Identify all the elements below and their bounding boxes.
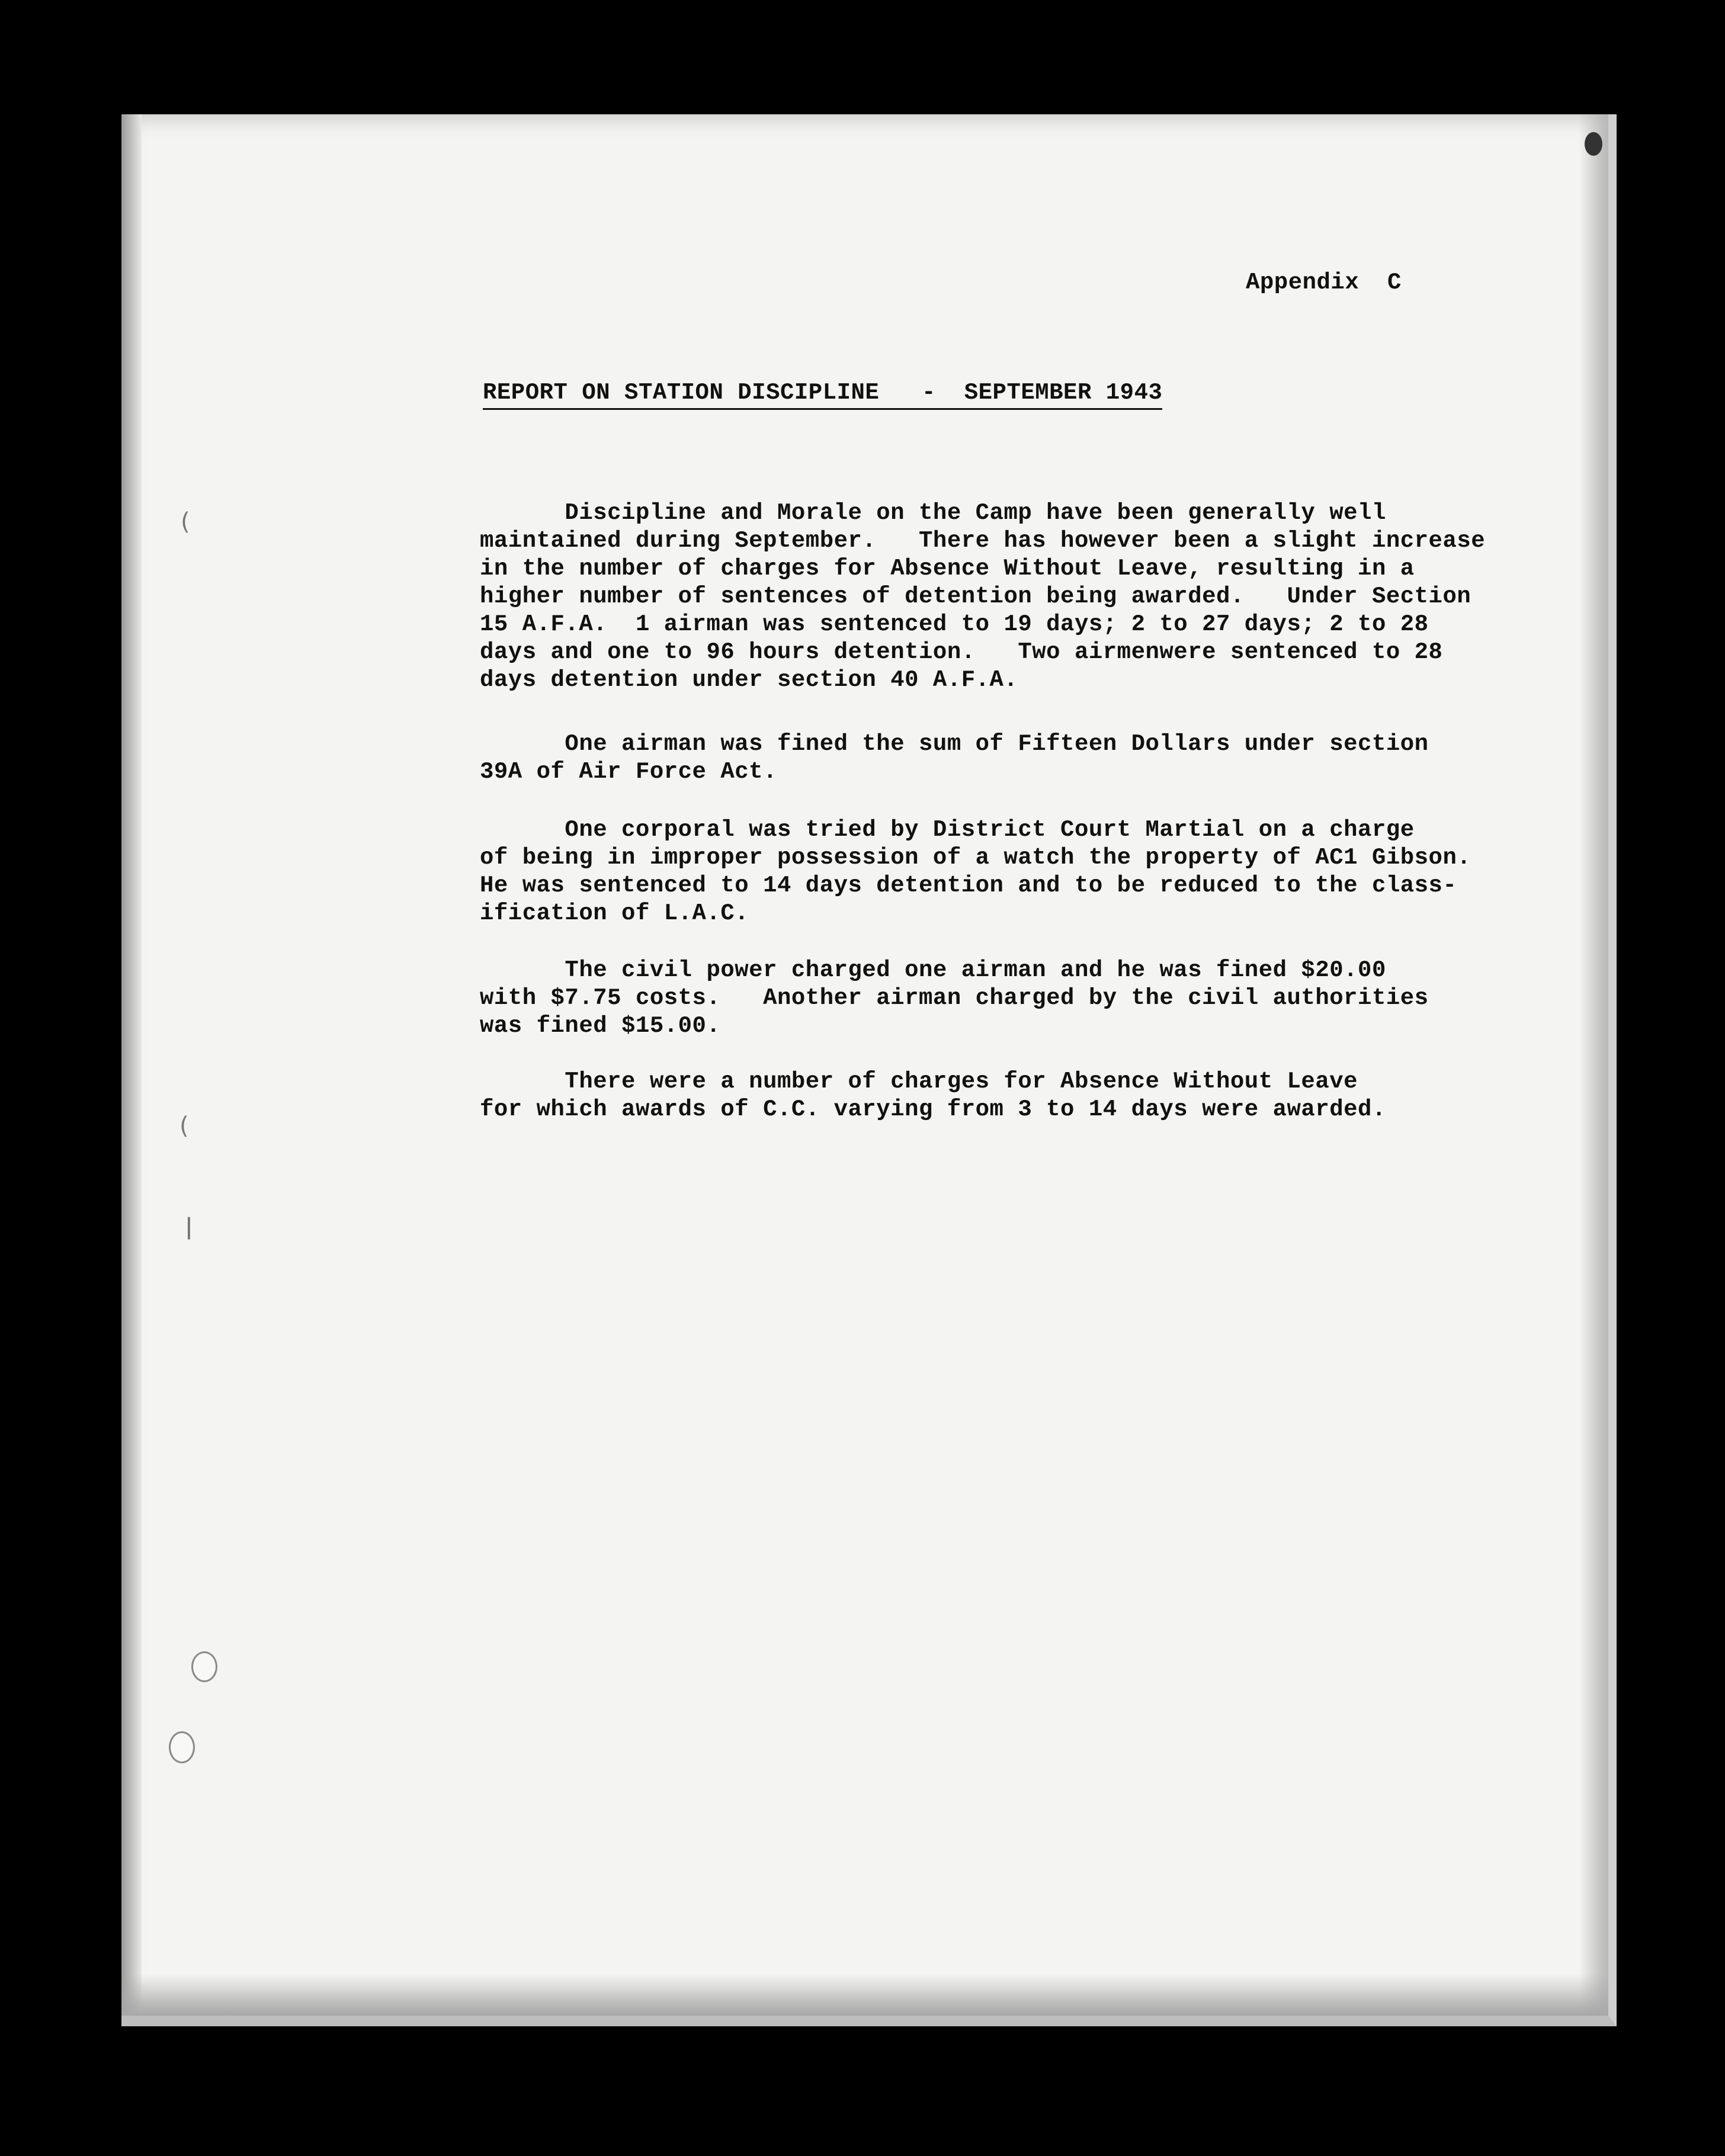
appendix-label: Appendix C [1246, 270, 1402, 296]
paragraph-absence: There were a number of charges for Absence Without Leave for which awards of C.C. varying from 3 to 14 days were awarded. [480, 1069, 1386, 1122]
punch-hole [191, 1651, 217, 1682]
paragraph-discipline: Discipline and Morale on the Camp have been generally well maintained during September. There has however been a slight increase in the number of charges for Absence Without Leave, resulting in a higher number of sentences of detention being awarded. Under Section 15 A.F.A. 1 airman was sentenced to 19 days; 2 to 27 days; 2 to 28 days and one to 96 hours detention. Two airmenwere sentenced to 28 days detention under section 40 A.F.A. [480, 500, 1486, 693]
paragraph-fine: One airman was fined the sum of Fifteen Dollars under section 39A of Air Force Act. [480, 731, 1429, 785]
page-bottom-edge [121, 1974, 1608, 2016]
margin-mark: ǀ [185, 1213, 193, 1240]
margin-mark: ( [181, 508, 190, 535]
page-left-edge [121, 114, 142, 2016]
corner-smudge [1585, 132, 1602, 156]
page-right-edge [1579, 114, 1608, 2016]
margin-mark: ( [179, 1112, 189, 1140]
report-title: REPORT ON STATION DISCIPLINE - SEPTEMBER 1943 [483, 380, 1162, 410]
document-page [121, 114, 1617, 2026]
paragraph-court-martial: One corporal was tried by District Court Martial on a charge of being in improper possession of a watch the property of AC1 Gibson. He was sentenced to 14 days detention and to be reduced to the class- ification of L.A.C. [480, 817, 1471, 926]
paragraph-civil-power: The civil power charged one airman and he was fined $20.00 with $7.75 costs. Another airman charged by the civil authorities was fined $15.00. [480, 957, 1429, 1039]
punch-hole [169, 1731, 195, 1763]
